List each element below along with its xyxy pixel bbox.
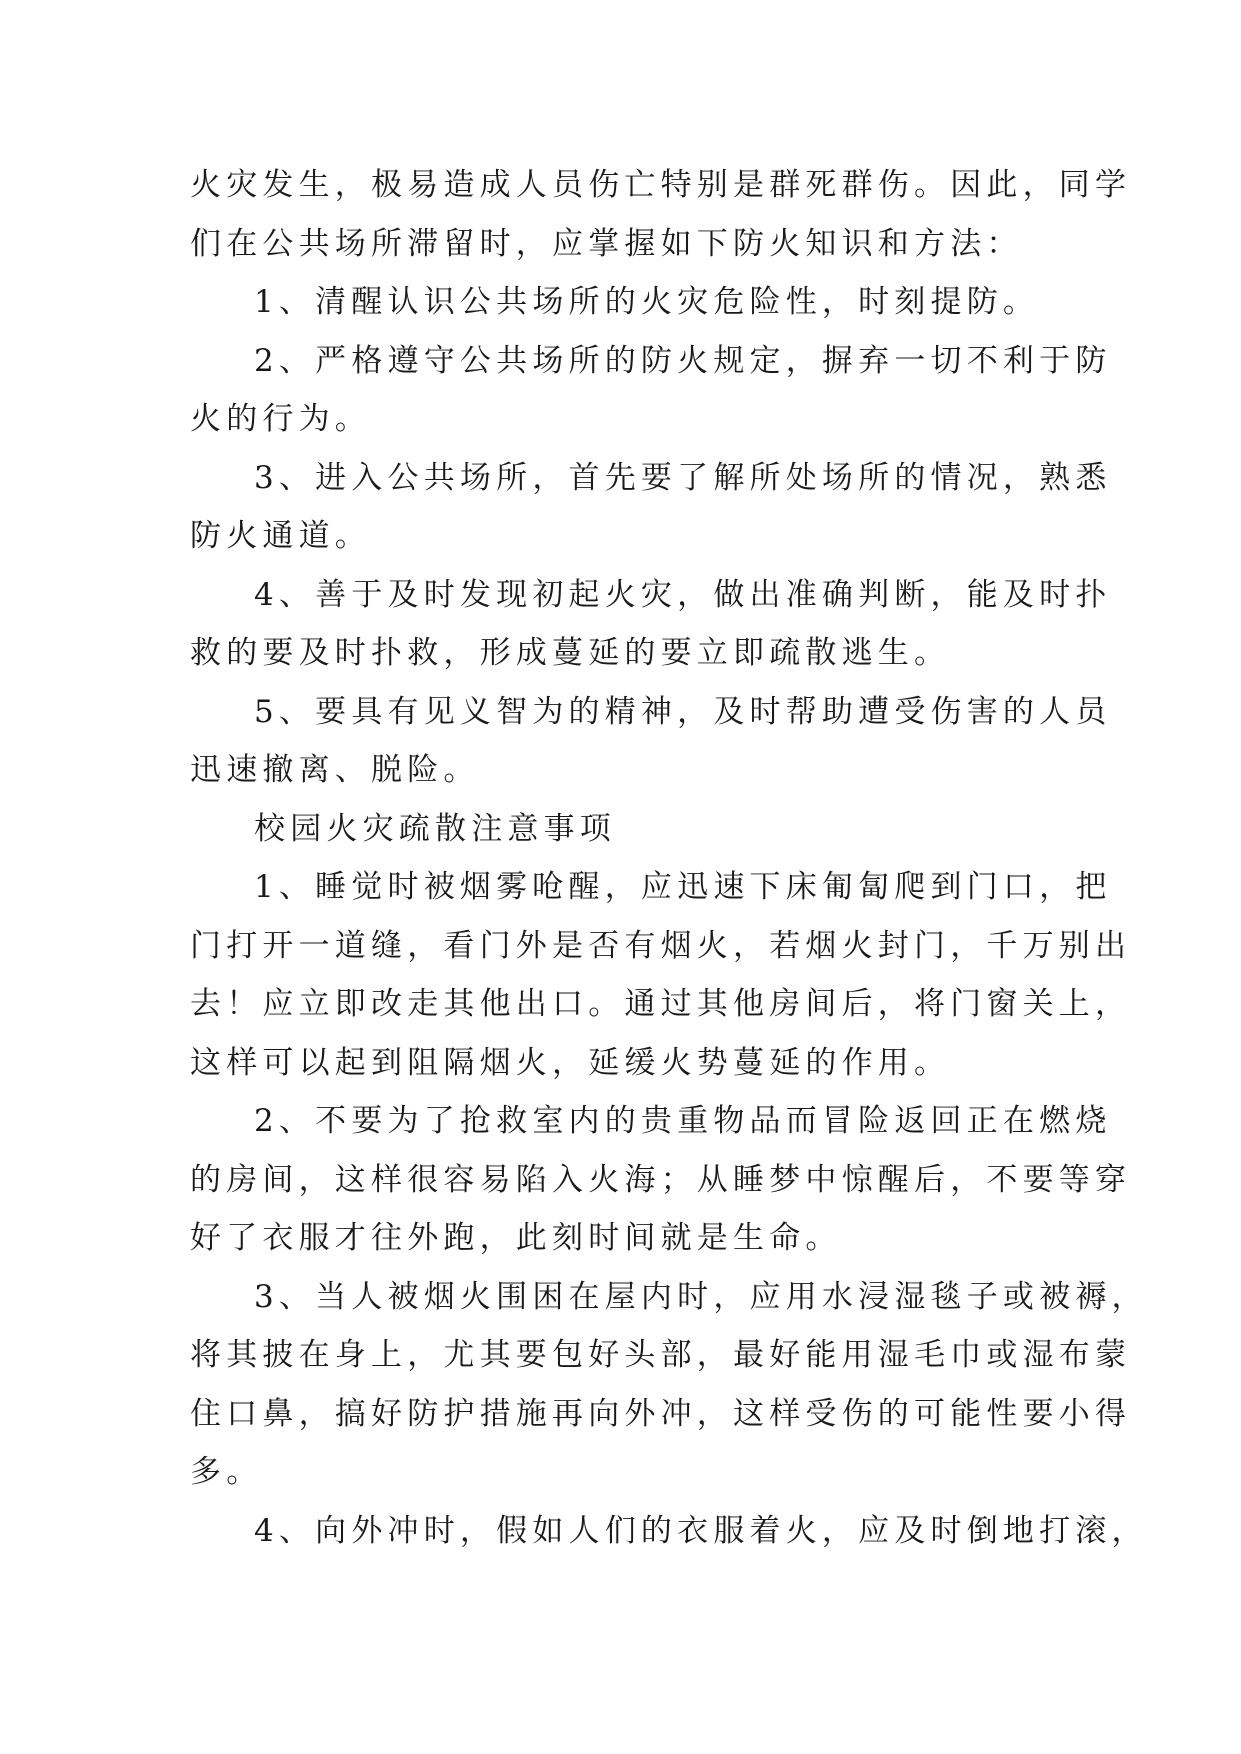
text-line: 门打开一道缝，看门外是否有烟火，若烟火封门，千万别出 — [190, 927, 1132, 964]
document-body — [190, 156, 1148, 1560]
list-item-2: 2、严格遵守公共场所的防火规定，摒弃一切不利于防 — [254, 342, 1112, 379]
list-item-4: 4、善于及时发现初起火灾，做出准确判断，能及时扑 — [254, 576, 1112, 613]
text-line: 的房间，这样很容易陷入火海；从睡梦中惊醒后，不要等穿 — [190, 1161, 1132, 1198]
text-line: 这样可以起到阻隔烟火，延缓火势蔓延的作用。 — [190, 1044, 951, 1081]
list-item-1: 1、睡觉时被烟雾呛醒，应迅速下床匍匐爬到门口，把 — [254, 869, 1112, 905]
text-line: 多。 — [190, 1454, 263, 1490]
list-item-4: 4、向外冲时，假如人们的衣服着火，应及时倒地打滚， — [254, 1512, 1148, 1549]
section-heading: 校园火灾疏散注意事项 — [254, 810, 616, 847]
list-item-3: 3、当人被烟火围困在屋内时，应用水浸湿毯子或被褥， — [254, 1278, 1148, 1315]
text-line: 迅速撤离、脱险。 — [190, 752, 480, 788]
text-line: 们在公共场所滞留时，应掌握如下防火知识和方法： — [190, 225, 1023, 262]
text-line: 好了衣服才往外跑，此刻时间就是生命。 — [190, 1220, 842, 1256]
text-line: 住口鼻，搞好防护措施再向外冲，这样受伤的可能性要小得 — [190, 1395, 1132, 1432]
text-line: 防火通道。 — [190, 518, 371, 554]
text-line: 去！应立即改走其他出口。通过其他房间后，将门窗关上， — [190, 986, 1132, 1022]
text-line: 救的要及时扑救，形成蔓延的要立即疏散逃生。 — [190, 635, 951, 671]
list-item-3: 3、进入公共场所，首先要了解所处场所的情况，熟悉 — [254, 459, 1112, 496]
text-line: 火灾发生，极易造成人员伤亡特别是群死群伤。因此，同学 — [190, 167, 1132, 203]
list-item-5: 5、要具有见义智为的精神，及时帮助遭受伤害的人员 — [254, 693, 1112, 730]
list-item-1: 1、清醒认识公共场所的火灾危险性，时刻提防。 — [254, 284, 1040, 320]
list-item-2: 2、不要为了抢救室内的贵重物品而冒险返回正在燃烧 — [254, 1103, 1112, 1139]
text-line: 将其披在身上，尤其要包好头部，最好能用湿毛巾或湿布蒙 — [190, 1337, 1132, 1373]
text-line: 火的行为。 — [190, 401, 371, 437]
